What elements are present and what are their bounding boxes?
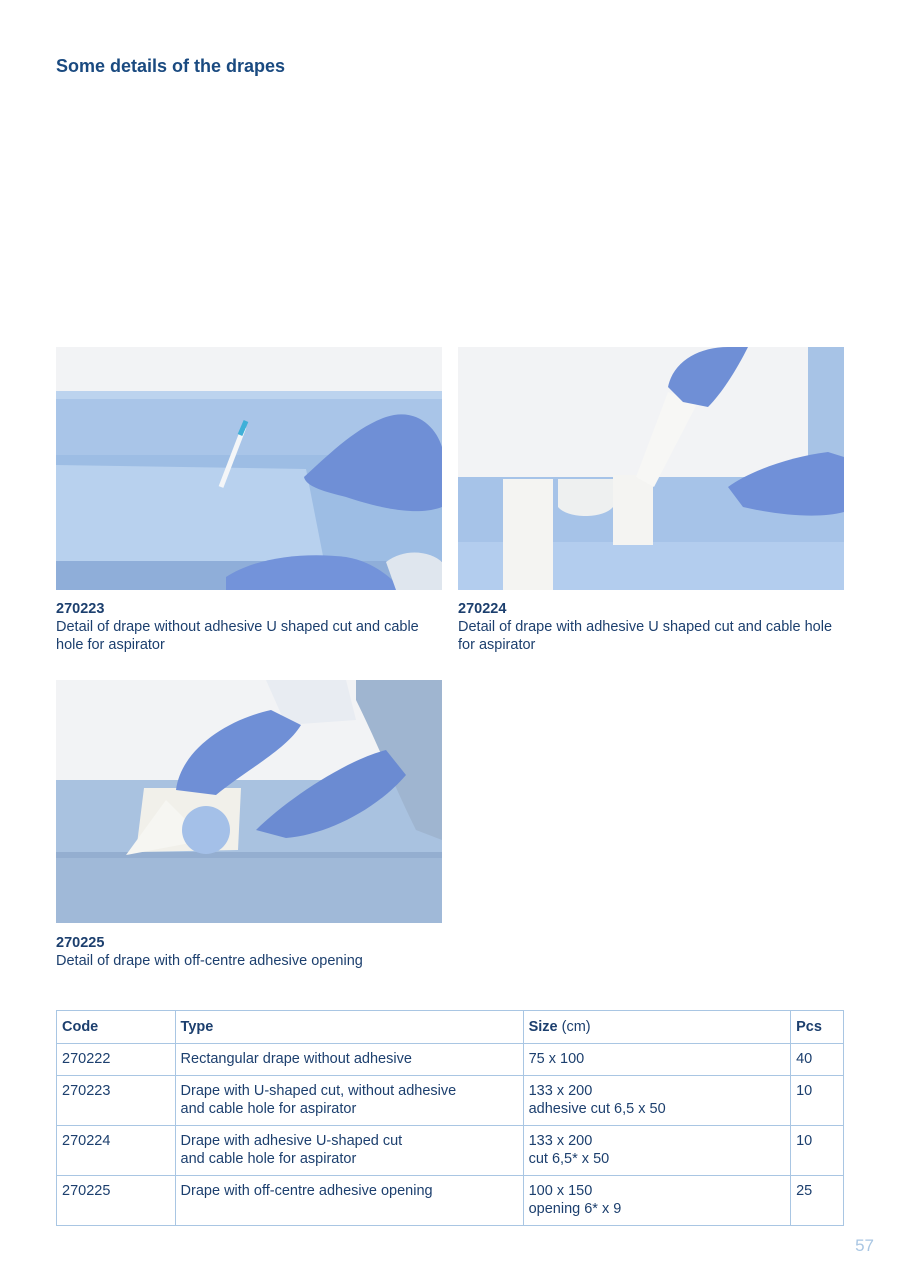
cell-size — [523, 1126, 791, 1176]
caption-description: Detail of drape without adhesive U shaped cut and cable hole for aspirator — [56, 619, 419, 653]
cell-pcs: 10 — [791, 1076, 844, 1126]
cell-pcs: 25 — [791, 1176, 844, 1226]
cell-size-line: adhesive cut 6,5 x 50 — [528, 1101, 666, 1117]
cell-type-line: Drape with off-centre adhesive opening — [180, 1183, 433, 1199]
cell-code: 270222 — [57, 1044, 176, 1076]
cell-type — [175, 1076, 523, 1126]
page-title: Some details of the drapes — [56, 56, 286, 76]
header-size — [523, 1011, 791, 1044]
cell-size-line: cut 6,5* x 50 — [528, 1151, 610, 1167]
header-size-label: Size — [528, 1019, 558, 1035]
cell-size-line: 133 x 200 — [528, 1083, 593, 1099]
caption-code: 270224 — [458, 601, 507, 617]
table-header-row — [57, 1011, 844, 1044]
cell-type-line: and cable hole for aspirator — [180, 1101, 357, 1117]
cell-type — [175, 1126, 523, 1176]
cell-type-line: Drape with U-shaped cut, without adhesive — [180, 1083, 457, 1099]
cell-code: 270223 — [57, 1076, 176, 1126]
cell-size — [523, 1176, 791, 1226]
caption-code: 270225 — [56, 935, 105, 951]
cell-type — [175, 1044, 523, 1076]
drape-with-adhesive-photo — [458, 347, 844, 590]
caption-description: Detail of drape with off-centre adhesive opening — [56, 953, 363, 969]
caption-code: 270223 — [56, 601, 105, 617]
table-row — [57, 1044, 844, 1076]
cell-type-line: Drape with adhesive U-shaped cut — [180, 1133, 403, 1149]
photo-caption — [56, 600, 442, 654]
photo-caption — [56, 934, 442, 970]
header-type: Type — [175, 1011, 523, 1044]
cell-type — [175, 1176, 523, 1226]
cell-size-line: 75 x 100 — [528, 1051, 585, 1067]
cell-pcs: 40 — [791, 1044, 844, 1076]
drape-without-adhesive-photo — [56, 347, 442, 590]
cell-code: 270224 — [57, 1126, 176, 1176]
caption-description: Detail of drape with adhesive U shaped cut and cable hole for aspirator — [458, 619, 833, 653]
photo-caption — [458, 600, 844, 654]
product-table — [56, 1010, 844, 1226]
cell-pcs: 10 — [791, 1126, 844, 1176]
cell-size-line: 133 x 200 — [528, 1133, 593, 1149]
cell-size-line: 100 x 150 — [528, 1183, 593, 1199]
header-size-unit: (cm) — [561, 1019, 591, 1035]
table-row — [57, 1176, 844, 1226]
cell-type-line: and cable hole for aspirator — [180, 1151, 357, 1167]
header-pcs: Pcs — [791, 1011, 844, 1044]
cell-type-line: Rectangular drape without adhesive — [180, 1051, 412, 1067]
cell-size — [523, 1044, 791, 1076]
cell-size-line: opening 6* x 9 — [528, 1201, 622, 1217]
page-number: 57 — [855, 1236, 874, 1255]
drape-off-centre-opening-photo — [56, 680, 442, 923]
table-row — [57, 1126, 844, 1176]
header-code: Code — [57, 1011, 176, 1044]
table-row — [57, 1076, 844, 1126]
cell-size — [523, 1076, 791, 1126]
cell-code: 270225 — [57, 1176, 176, 1226]
